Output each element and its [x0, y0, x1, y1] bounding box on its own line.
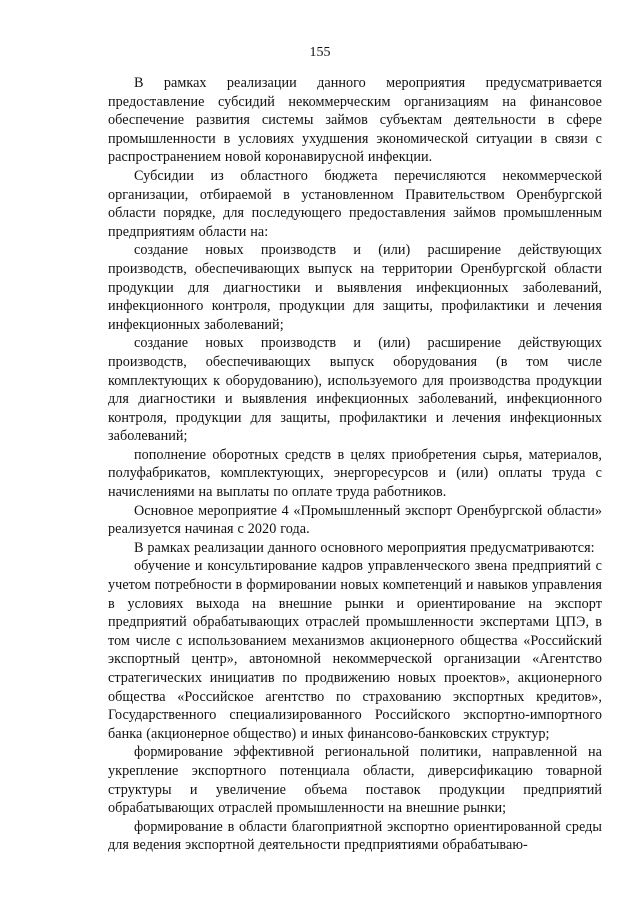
document-body: [108, 74, 602, 855]
paragraph-8: обучение и консультирование кадров управленческого звена предприятий с учетом потребности в формировании новых компетенций и навыков управления в условиях выхода на внешние рынки и ориентирование на экспорт предприятий обрабатывающих отраслей промышленности экспертами ЦПЭ, в том числе с использованием механизмов акционерного общества «Российский экспортный центр», автономной некоммерческой организации «Агентство стратегических инициатив по продвижению новых проектов», акционерного общества «Российское агентство по страхованию экспортных кредитов», Государственного специализированного Российского экспортно-импортного банка (акционерное общество) и иных финансово-банковских структур;: [108, 558, 602, 742]
paragraph-6: Основное мероприятие 4 «Промышленный экспорт Оренбургской области» реализуется начиная с 2020 года.: [108, 502, 602, 538]
paragraph-9: формирование эффективной региональной политики, направленной на укрепление экспортного потенциала области, диверсификацию товарной структуры и увеличение объема поставок продукции предприятий обрабатывающих отраслей промышленности на внешние рынки;: [108, 744, 602, 817]
paragraph-4: создание новых производств и (или) расширение действующих производств, обеспечивающих выпуск оборудования (в том числе комплектующих к оборудованию), используемого для производства продукции для диагностики и выявления инфекционных заболеваний, инфекционного контроля, продукции для защиты, профилактики и лечения инфекционных заболеваний;: [108, 335, 602, 445]
paragraph-1: В рамках реализации данного мероприятия предусматривается предоставление субсидий некоммерческим организациям на финансовое обеспечение развития системы займов субъектам деятельности в сфере промышленности в условиях ухудшения экономической ситуации в связи с распространением новой коронавирусной инфекции.: [108, 75, 602, 166]
paragraph-10: формирование в области благоприятной экспортно ориентированной среды для ведения экспортной деятельности предприятиями обрабатываю-: [108, 818, 602, 854]
paragraph-5: пополнение оборотных средств в целях приобретения сырья, материалов, полуфабрикатов, комплектующих, энергоресурсов и (или) оплаты труда с начислениями на выплаты по оплате труда работников.: [108, 446, 602, 501]
paragraph-7: В рамках реализации данного основного мероприятия предусматриваются:: [134, 539, 595, 556]
paragraph-3: создание новых производств и (или) расширение действующих производств, обеспечивающих выпуск на территории Оренбургской области продукции для диагностики и выявления инфекционных заболеваний, инфекционного контроля, продукции для защиты, профилактики и лечения инфекционных заболеваний;: [108, 242, 602, 333]
paragraph-2: Субсидии из областного бюджета перечисляются некоммерческой организации, отбираемой в установленном Правительством Оренбургской области порядке, для последующего предоставления займов промышленным предприятиям области на:: [108, 167, 602, 240]
page-number: 155: [309, 45, 331, 60]
